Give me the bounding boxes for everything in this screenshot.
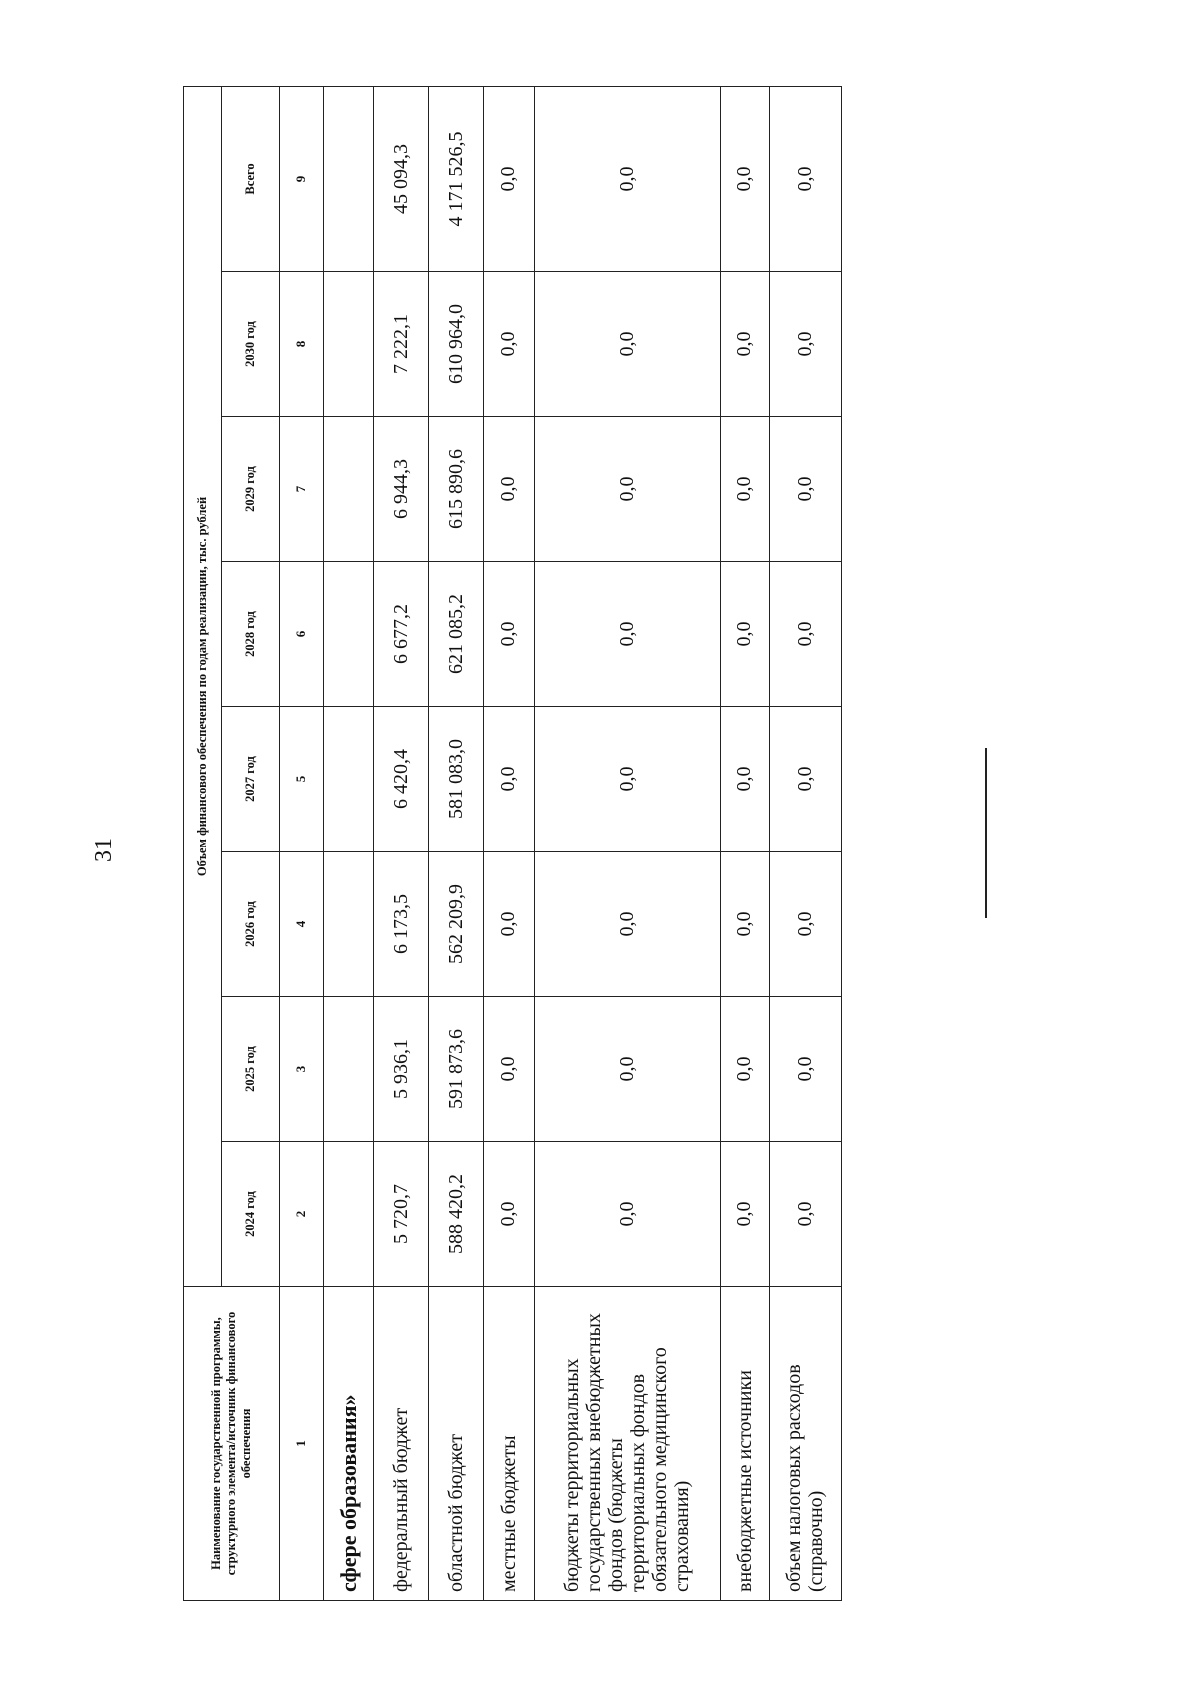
value-cell: 0,0 [769, 707, 841, 852]
year-header: 2027 год [222, 707, 280, 852]
table-row [534, 86, 721, 1600]
value-cell: 0,0 [721, 272, 769, 417]
value-cell: 0,0 [484, 1142, 534, 1287]
section-row [323, 86, 373, 1600]
year-header: 2026 год [222, 852, 280, 997]
value-cell: 0,0 [769, 417, 841, 562]
column-number: 7 [280, 417, 324, 562]
column-number: 2 [280, 1142, 324, 1287]
value-cell: 615 890,6 [429, 417, 484, 562]
page-number: 31 [91, 838, 117, 862]
value-cell: 0,0 [721, 1142, 769, 1287]
table-row [429, 86, 484, 1600]
row-label: объем налоговых расходов (справочно) [769, 1287, 841, 1601]
column-number: 8 [280, 272, 324, 417]
year-header: 2028 год [222, 562, 280, 707]
row-label: внебюджетные источники [721, 1287, 769, 1601]
value-cell: 0,0 [534, 86, 721, 271]
year-header: Всего [222, 86, 280, 271]
year-header: 2025 год [222, 997, 280, 1142]
value-cell: 0,0 [534, 272, 721, 417]
year-header: 2024 год [222, 1142, 280, 1287]
column-number: 5 [280, 707, 324, 852]
row-label: областной бюджет [429, 1287, 484, 1601]
value-cell: 0,0 [769, 562, 841, 707]
value-cell: 0,0 [484, 417, 534, 562]
value-cell: 0,0 [484, 707, 534, 852]
value-cell: 0,0 [534, 852, 721, 997]
table-row [484, 86, 534, 1600]
value-cell: 0,0 [534, 417, 721, 562]
column-number: 6 [280, 562, 324, 707]
value-cell: 0,0 [484, 852, 534, 997]
value-cell: 0,0 [484, 997, 534, 1142]
year-header: 2029 год [222, 417, 280, 562]
value-cell: 4 171 526,5 [429, 86, 484, 271]
row-label: бюджеты территориальных государственных внебюджетных фондов (бюджеты территориальных фондов обязательного медицинского страхования) [534, 1287, 721, 1601]
row-label: федеральный бюджет [374, 1287, 429, 1601]
value-cell: 45 094,3 [374, 86, 429, 271]
column-number: 3 [280, 997, 324, 1142]
value-cell: 6 173,5 [374, 852, 429, 997]
name-column-header: Наименование государственной программы, структурного элемента/источник финансового обеспечения [184, 1287, 280, 1601]
row-label: местные бюджеты [484, 1287, 534, 1601]
column-number-row [280, 86, 324, 1600]
value-cell: 0,0 [484, 86, 534, 271]
value-cell: 0,0 [769, 86, 841, 271]
table-row [374, 86, 429, 1600]
value-cell: 0,0 [534, 997, 721, 1142]
value-cell: 0,0 [721, 86, 769, 271]
value-cell: 0,0 [534, 562, 721, 707]
section-label: сфере образования» [323, 1287, 373, 1601]
value-cell: 6 944,3 [374, 417, 429, 562]
value-cell: 0,0 [721, 997, 769, 1142]
table-row [769, 86, 841, 1600]
value-cell: 0,0 [721, 562, 769, 707]
value-cell: 0,0 [769, 997, 841, 1142]
value-cell: 0,0 [484, 272, 534, 417]
value-cell: 0,0 [534, 707, 721, 852]
value-cell: 0,0 [769, 272, 841, 417]
table-row [721, 86, 769, 1600]
value-cell: 562 209,9 [429, 852, 484, 997]
value-cell: 0,0 [769, 852, 841, 997]
value-cell: 0,0 [721, 707, 769, 852]
column-number: 4 [280, 852, 324, 997]
year-header: 2030 год [222, 272, 280, 417]
value-cell: 588 420,2 [429, 1142, 484, 1287]
funding-group-header: Объем финансового обеспечения по годам реализации, тыс. рублей [184, 86, 222, 1286]
column-number: 1 [280, 1287, 324, 1601]
value-cell: 610 964,0 [429, 272, 484, 417]
value-cell: 581 083,0 [429, 707, 484, 852]
value-cell: 7 222,1 [374, 272, 429, 417]
financing-table-container [183, 87, 842, 1601]
value-cell: 5 936,1 [374, 997, 429, 1142]
value-cell: 591 873,6 [429, 997, 484, 1142]
separator-line [985, 748, 987, 918]
value-cell: 6 420,4 [374, 707, 429, 852]
value-cell: 621 085,2 [429, 562, 484, 707]
value-cell: 0,0 [534, 1142, 721, 1287]
value-cell: 0,0 [721, 417, 769, 562]
financing-table [183, 86, 842, 1601]
value-cell: 5 720,7 [374, 1142, 429, 1287]
value-cell: 0,0 [484, 562, 534, 707]
value-cell: 6 677,2 [374, 562, 429, 707]
value-cell: 0,0 [769, 1142, 841, 1287]
value-cell: 0,0 [721, 852, 769, 997]
column-number: 9 [280, 86, 324, 271]
